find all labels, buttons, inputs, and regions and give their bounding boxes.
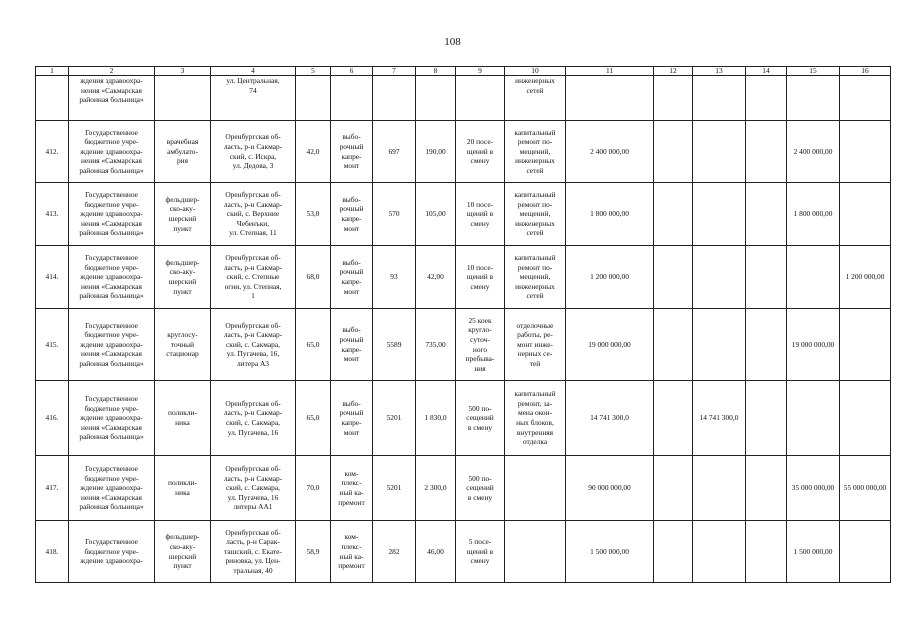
cell-area: 5201	[373, 381, 416, 456]
cell-year-1	[654, 521, 693, 583]
cell-capacity: 20 посе- щений в смену	[456, 121, 505, 183]
cell-works: капитальный ремонт по- мещений, инженерных сетей	[505, 246, 566, 309]
cell-year-2	[693, 121, 746, 183]
cell-year-4: 1 800 000,00	[787, 183, 840, 246]
cell-year-2	[693, 246, 746, 309]
cell-address: Оренбургская об- ласть, р-н Сакмар- ский, с. Сакмара, ул. Пугачева, 16, литера А3	[211, 309, 296, 381]
cell-institution: Государственное бюджетное учре- ждение здравоохра- нения «Сакмарская районная больница»	[69, 183, 155, 246]
cell-year-4: 1 500 000,00	[787, 521, 840, 583]
cell-year-3	[746, 381, 787, 456]
cell-area: 5589	[373, 309, 416, 381]
continuation-row	[36, 76, 891, 121]
cell-year-3	[746, 521, 787, 583]
cell-wear-percent: 65,0	[296, 381, 331, 456]
col-header-8: 8	[416, 67, 456, 76]
cell-works: капитальный ремонт, за- мена окон- ных блоков, внутренняя отделка	[505, 381, 566, 456]
cell-works	[505, 456, 566, 521]
cell-year-4: 35 000 000,00	[787, 456, 840, 521]
page-number: 108	[444, 36, 461, 48]
cell-year-5	[840, 121, 891, 183]
cell-year-1	[654, 381, 693, 456]
cell-cost-per-unit: 46,00	[416, 521, 456, 583]
cell-object-type: поликли- ника	[155, 381, 211, 456]
table-row	[36, 246, 891, 309]
cell-year-4: 19 000 000,00	[787, 309, 840, 381]
cell-year-3	[746, 309, 787, 381]
cell-number: 418.	[36, 521, 69, 583]
cell-institution: Государственное бюджетное учре- ждение здравоохра- нения «Сакмарская районная больница»	[69, 246, 155, 309]
cell-year-2	[693, 309, 746, 381]
cell-repair-type: выбо- рочный капре- монт	[331, 309, 373, 381]
cell-total-cost: 1 800 000,00	[566, 183, 654, 246]
cell-number: 413.	[36, 183, 69, 246]
cell-object-type: круглосу- точный стационар	[155, 309, 211, 381]
cell-cost-per-unit: 1 830,0	[416, 381, 456, 456]
table-row	[36, 309, 891, 381]
cell-total-cost: 1 200 000,00	[566, 246, 654, 309]
cell-object-type: фельдшер- ско-аку- шерский пункт	[155, 183, 211, 246]
cell-wear-percent: 58,9	[296, 521, 331, 583]
cell-repair-type: выбо- рочный капре- монт	[331, 121, 373, 183]
cell-works: капитальный ремонт по- мещений, инженерных сетей	[505, 183, 566, 246]
cell-address: Оренбургская об- ласть, р-н Сарак- ташский, с. Екате- риновка, ул. Цен- тральная, 40	[211, 521, 296, 583]
cell-number: 417.	[36, 456, 69, 521]
cell-year-4	[787, 246, 840, 309]
cell-area: 697	[373, 121, 416, 183]
cell-cost-per-unit: 42,00	[416, 246, 456, 309]
col-header-16: 16	[840, 67, 891, 76]
cell-year-4	[787, 381, 840, 456]
cell-address: Оренбургская об- ласть, р-н Сакмар- ский, с. Верхние Чебенъки, ул. Степная, 11	[211, 183, 296, 246]
col-header-1: 1	[36, 67, 69, 76]
cell-year-5	[840, 309, 891, 381]
cell-institution: Государственное бюджетное учре- ждение здравоохра-	[69, 521, 155, 583]
table-row	[36, 121, 891, 183]
cell-wear-percent: 42,0	[296, 121, 331, 183]
cell-number: 415.	[36, 309, 69, 381]
table-row	[36, 183, 891, 246]
cell-year-2: 14 741 300,0	[693, 381, 746, 456]
cell-year-5: 1 200 000,00	[840, 246, 891, 309]
cell-area: 282	[373, 521, 416, 583]
cell-address: Оренбургская об- ласть, р-н Сакмар- ский, с. Степные огни, ул. Степная, 1	[211, 246, 296, 309]
cell-cost-per-unit: 190,00	[416, 121, 456, 183]
cell-address: ул. Центральная, 74	[211, 76, 296, 121]
cell-cost-per-unit: 2 300,0	[416, 456, 456, 521]
col-header-10: 10	[505, 67, 566, 76]
cell-institution: Государственное бюджетное учре- ждение здравоохра- нения «Сакмарская районная больница»	[69, 381, 155, 456]
cell-object-type: поликли- ника	[155, 456, 211, 521]
cell-object-type: фельдшер- ско-аку- шерский пункт	[155, 521, 211, 583]
col-header-13: 13	[693, 67, 746, 76]
cell-repair-type: выбо- рочный капре- монт	[331, 183, 373, 246]
cell-repair-type: выбо- рочный капре- монт	[331, 381, 373, 456]
cell-repair-type: ком- плекс- ный ка- премонт	[331, 521, 373, 583]
col-header-4: 4	[211, 67, 296, 76]
cell-cost-per-unit: 735,00	[416, 309, 456, 381]
col-header-9: 9	[456, 67, 505, 76]
col-header-3: 3	[155, 67, 211, 76]
cell-capacity: 5 посе- щений в смену	[456, 521, 505, 583]
cell-repair-type: выбо- рочный капре- монт	[331, 246, 373, 309]
cell-year-2	[693, 456, 746, 521]
table-row	[36, 456, 891, 521]
cell-year-3	[746, 456, 787, 521]
cell-wear-percent: 68,0	[296, 246, 331, 309]
cell-year-3	[746, 183, 787, 246]
objects-table	[35, 66, 891, 583]
cell-year-3	[746, 246, 787, 309]
cell-institution: Государственное бюджетное учре- ждение здравоохра- нения «Сакмарская районная больница»	[69, 309, 155, 381]
cell-year-5	[840, 183, 891, 246]
table-row	[36, 521, 891, 583]
cell-cost-per-unit: 105,00	[416, 183, 456, 246]
cell-address: Оренбургская об- ласть, р-н Сакмар- ский, с. Искра, ул. Дедова, 3	[211, 121, 296, 183]
cell-institution: Государственное бюджетное учре- ждение здравоохра- нения «Сакмарская районная больница»	[69, 121, 155, 183]
cell-total-cost: 90 000 000,00	[566, 456, 654, 521]
cell-object-type: врачебная амбулато- рия	[155, 121, 211, 183]
cell-year-1	[654, 121, 693, 183]
col-header-6: 6	[331, 67, 373, 76]
col-header-2: 2	[69, 67, 155, 76]
cell-capacity: 500 по- сещений в смену	[456, 381, 505, 456]
cell-institution: ждения здравоохра- нения «Сакмарская районная больница»	[69, 76, 155, 121]
cell-institution: Государственное бюджетное учре- ждение здравоохра- нения «Сакмарская районная больница»	[69, 456, 155, 521]
cell-address: Оренбургская об- ласть, р-н Сакмар- ский, с. Сакмара, ул. Пугачева, 16	[211, 381, 296, 456]
cell-total-cost: 14 741 300,0	[566, 381, 654, 456]
cell-number: 414.	[36, 246, 69, 309]
cell-year-1	[654, 309, 693, 381]
cell-address: Оренбургская об- ласть, р-н Сакмар- ский, с. Сакмара, ул. Пугачева, 16 литеры АА1	[211, 456, 296, 521]
cell-wear-percent: 53,0	[296, 183, 331, 246]
cell-object-type: фельдшер- ско-аку- шерский пункт	[155, 246, 211, 309]
cell-works: инженерных сетей	[505, 76, 566, 121]
cell-year-2	[693, 521, 746, 583]
cell-total-cost: 19 000 000,00	[566, 309, 654, 381]
cell-year-5	[840, 381, 891, 456]
cell-year-1	[654, 246, 693, 309]
cell-number: 412.	[36, 121, 69, 183]
cell-capacity: 25 коек кругло- суточ- ного пребыва- ния	[456, 309, 505, 381]
cell-capacity: 10 посе- щений в смену	[456, 183, 505, 246]
cell-wear-percent: 65,0	[296, 309, 331, 381]
cell-total-cost: 2 400 000,00	[566, 121, 654, 183]
col-header-15: 15	[787, 67, 840, 76]
cell-repair-type: ком- плекс- ный ка- премонт	[331, 456, 373, 521]
cell-works: отделочные работы, ре- монт инже- нерных се- тей	[505, 309, 566, 381]
cell-wear-percent: 70,0	[296, 456, 331, 521]
cell-area: 5201	[373, 456, 416, 521]
col-header-14: 14	[746, 67, 787, 76]
column-number-row	[36, 67, 891, 76]
cell-works: капитальный ремонт по- мещений, инженерных сетей	[505, 121, 566, 183]
cell-capacity: 10 посе- щений в смену	[456, 246, 505, 309]
cell-year-1	[654, 456, 693, 521]
cell-year-3	[746, 121, 787, 183]
cell-area: 93	[373, 246, 416, 309]
cell-year-5	[840, 521, 891, 583]
cell-year-4: 2 400 000,00	[787, 121, 840, 183]
col-header-7: 7	[373, 67, 416, 76]
cell-area: 570	[373, 183, 416, 246]
col-header-11: 11	[566, 67, 654, 76]
cell-year-2	[693, 183, 746, 246]
cell-number: 416.	[36, 381, 69, 456]
col-header-12: 12	[654, 67, 693, 76]
cell-year-5: 55 000 000,00	[840, 456, 891, 521]
cell-capacity: 500 по- сещений в смену	[456, 456, 505, 521]
table-row	[36, 381, 891, 456]
cell-works	[505, 521, 566, 583]
cell-year-1	[654, 183, 693, 246]
cell-total-cost: 1 500 000,00	[566, 521, 654, 583]
col-header-5: 5	[296, 67, 331, 76]
